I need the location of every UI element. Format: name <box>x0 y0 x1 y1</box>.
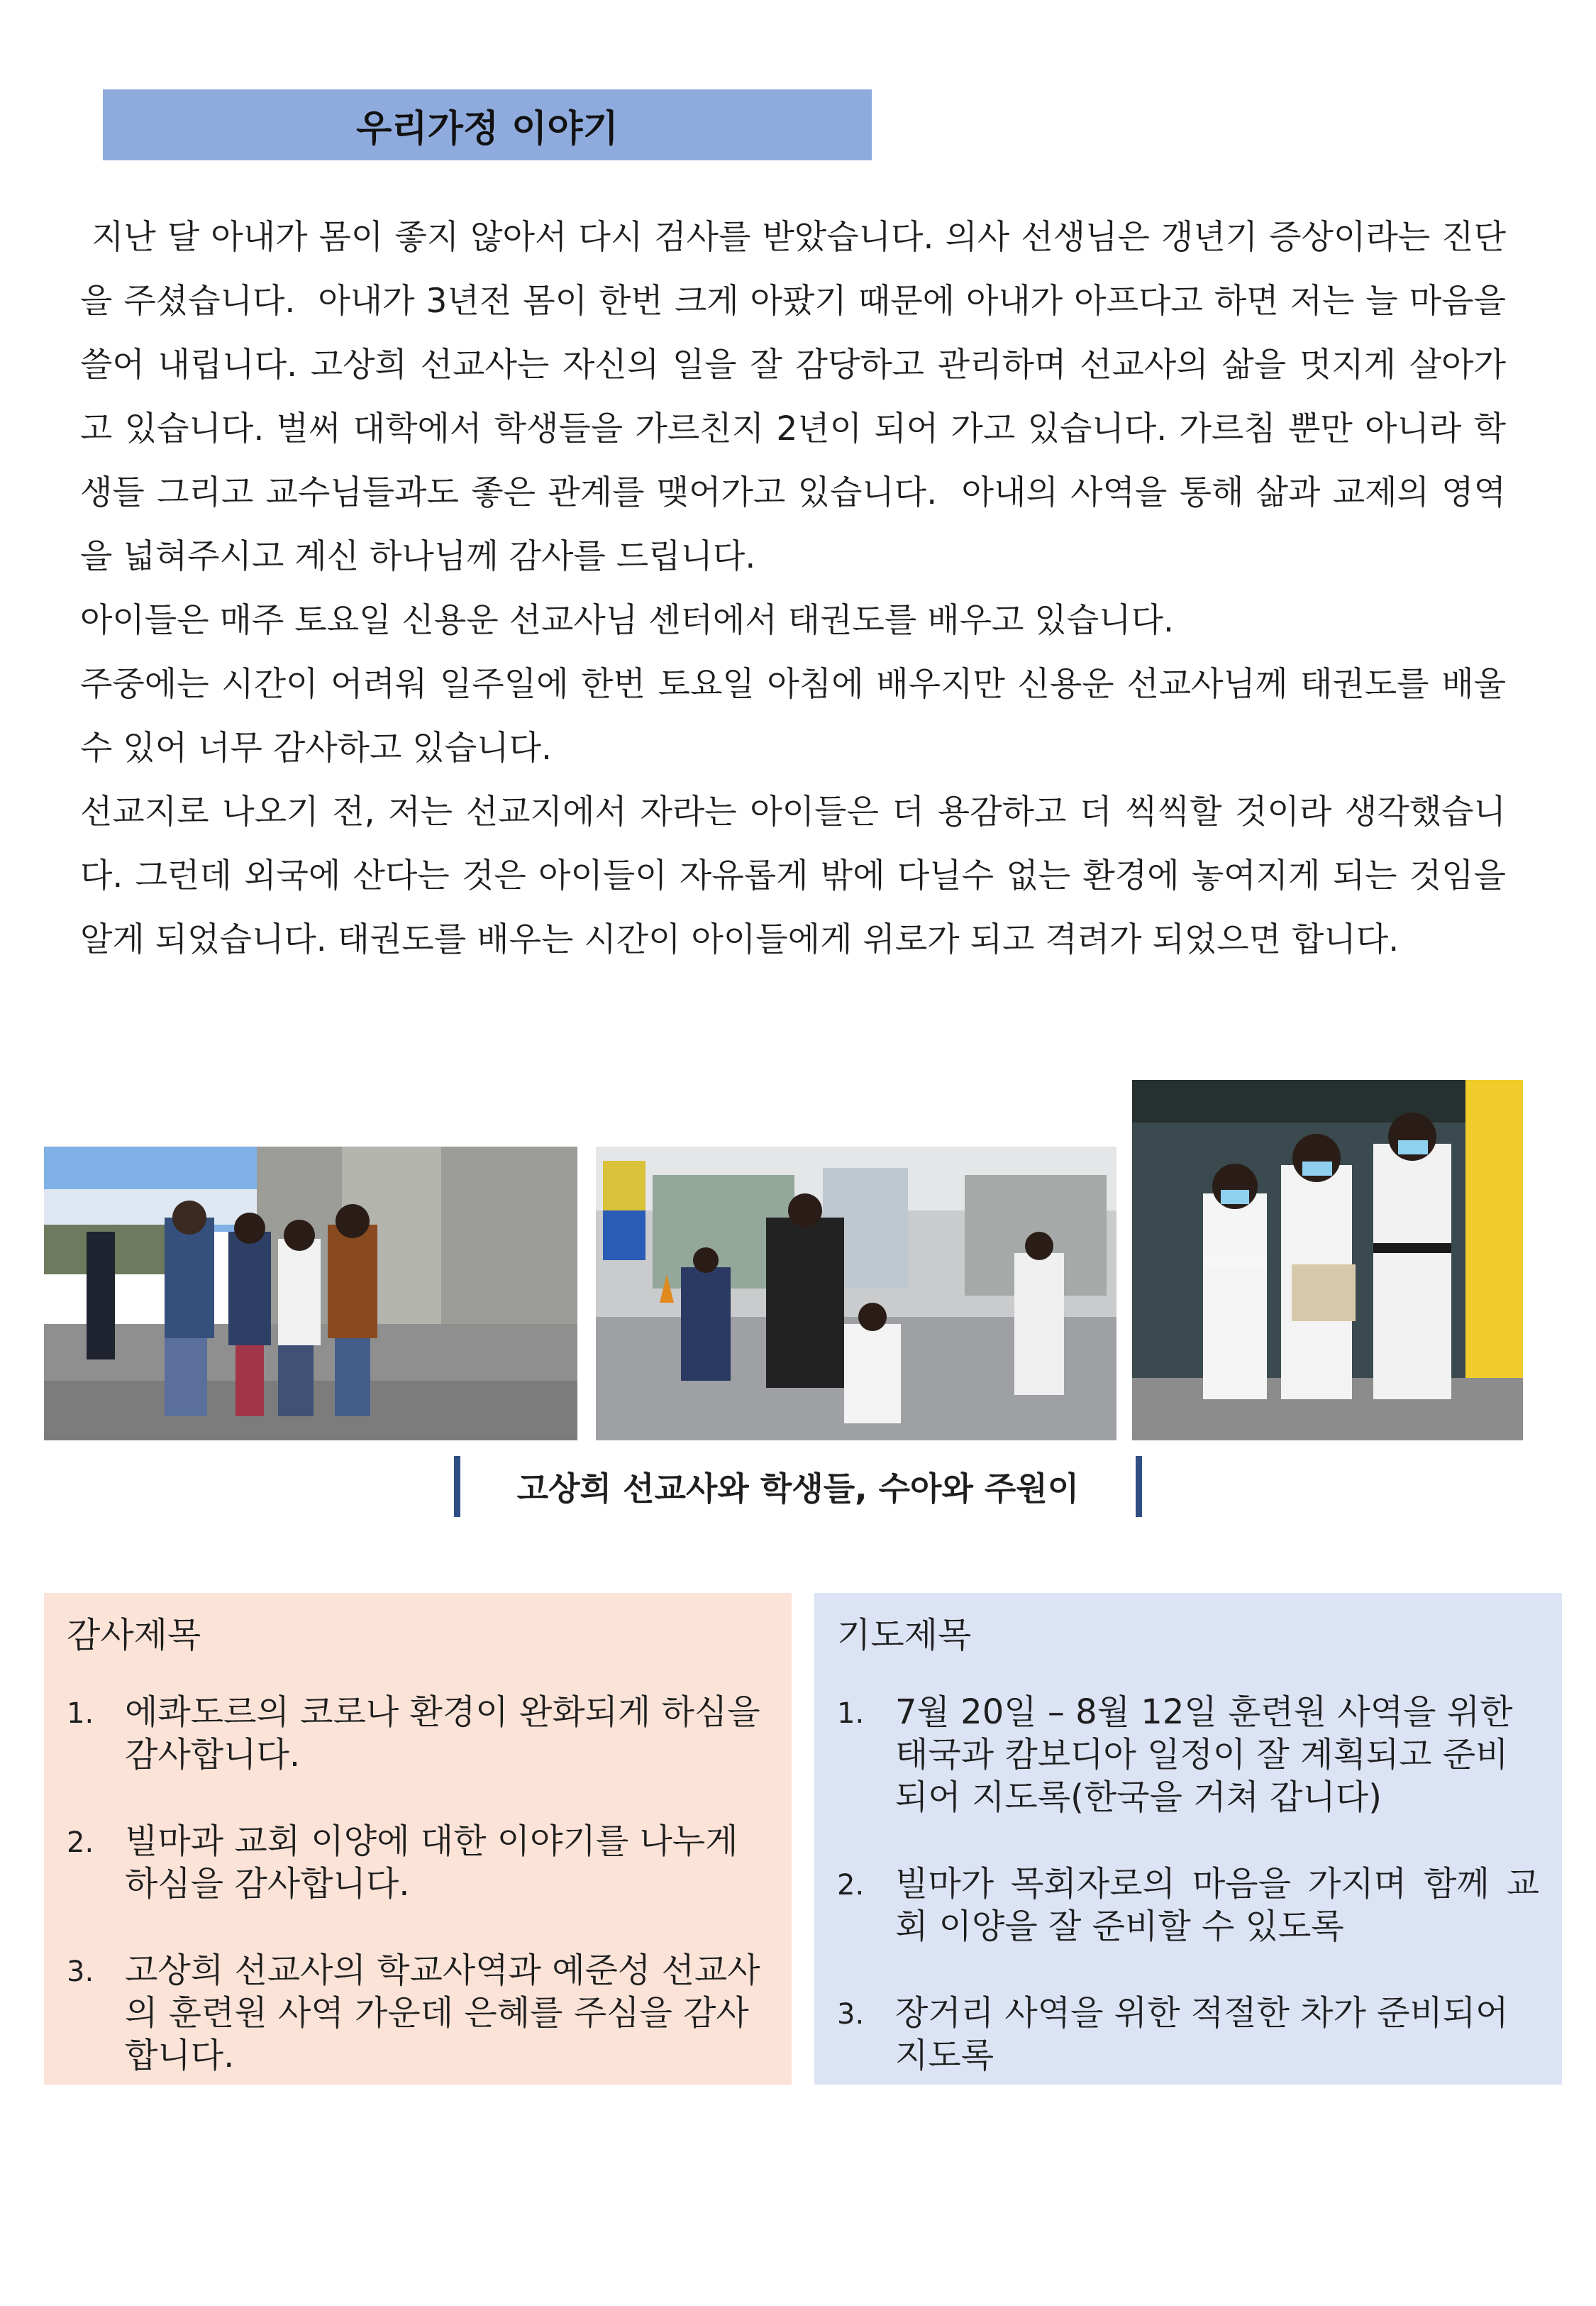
prayer-item <box>837 1863 1539 1948</box>
prayer-title: 기도제목 <box>837 1615 972 1655</box>
caption-left-bar <box>454 1456 460 1517</box>
thanks-item-number: 3. <box>67 1955 94 1988</box>
story-paragraph-1: 지난 달 아내가 몸이 좋지 않아서 다시 검사를 받았습니다. 의사 선생님은 갱년기 증상이라는 진단을 주셨습니다. 아내가 3년전 몸이 한번 크게 아팠기 때문에 아내가 아프다고 하면 저는 늘 마음을 쓸어 내립니다. 고상희 선교사는 자신의 일을 잘 감당하고 관리하며 선교사의 삶을 멋지게 살아가고 있습니다. 벌써 대학에서 학생들을 가르친지 2년이 되어 가고 있습니다. 가르침 뿐만 아니라 학생들 그리고 교수님들과도 좋은 관계를 맺어가고 있습니다. 아내의 사역을 통해 삶과 교제의 영역을 넓혀주시고 계신 하나님께 감사를 드립니다. <box>80 218 1517 576</box>
thanks-item <box>67 1949 769 2077</box>
prayer-item-number: 2. <box>837 1869 865 1902</box>
photo-missionary-with-students <box>44 1147 577 1440</box>
prayer-box <box>814 1593 1562 2085</box>
caption-text: 고상희 선교사와 학생들, 수아와 주원이 <box>516 1469 1080 1508</box>
title-banner <box>103 89 872 160</box>
story-paragraph-2: 아이들은 매주 토요일 신용운 선교사님 센터에서 태권도를 배우고 있습니다. <box>80 601 1174 640</box>
prayer-item <box>837 1992 1539 2077</box>
prayer-item-text: 빌마가 목회자로의 마음을 가지며 함께 교회 이양을 잘 준비할 수 있도록 <box>895 1864 1539 1946</box>
prayer-list <box>837 1691 1539 2077</box>
thanks-item-text: 빌마과 교회 이양에 대한 이야기를 나누게 하심을 감사합니다. <box>125 1821 738 1904</box>
photo-taekwondo-training <box>596 1147 1116 1440</box>
thanks-item <box>67 1820 769 1905</box>
photo-caption <box>0 1455 1596 1518</box>
thanks-item <box>67 1691 769 1776</box>
thanks-list <box>67 1691 769 2077</box>
prayer-item-number: 1. <box>837 1697 865 1730</box>
photo-children-taekwondo-uniforms <box>1132 1080 1523 1440</box>
thanks-box <box>44 1593 792 2085</box>
thanks-item-number: 2. <box>67 1826 94 1859</box>
prayer-item-number: 3. <box>837 1998 865 2031</box>
prayer-item-text: 7월 20일 – 8월 12일 훈련원 사역을 위한 태국과 캄보디아 일정이 잘 계획되고 준비되어 지도록(한국을 거쳐 갑니다) <box>895 1692 1513 1817</box>
thanks-title: 감사제목 <box>67 1615 201 1655</box>
thanks-item-text: 에콰도르의 코로나 환경이 완화되게 하심을 감사합니다. <box>125 1692 760 1775</box>
page-title: 우리가정 이야기 <box>356 107 619 150</box>
prayer-item-text: 장거리 사역을 위한 적절한 차가 준비되어 지도록 <box>895 1993 1509 2075</box>
story-paragraph-3: 주중에는 시간이 어려워 일주일에 한번 토요일 아침에 배우지만 신용운 선교사님께 태권도를 배울 수 있어 너무 감사하고 있습니다. <box>80 665 1506 768</box>
caption-right-bar <box>1136 1456 1142 1517</box>
story-body <box>80 206 1517 972</box>
story-paragraph-4: 선교지로 나오기 전, 저는 선교지에서 자라는 아이들은 더 용감하고 더 씩씩할 것이라 생각했습니다. 그런데 외국에 산다는 것은 아이들이 자유롭게 밖에 다닐수 없는 환경에 놓여지게 되는 것임을 알게 되었습니다. 태권도를 배우는 시간이 아이들에게 위로가 되고 격려가 되었으면 합니다. <box>80 793 1506 959</box>
thanks-item-text: 고상희 선교사의 학교사역과 예준성 선교사의 훈련원 사역 가운데 은혜를 주심을 감사합니다. <box>125 1951 760 2075</box>
prayer-item <box>837 1691 1539 1819</box>
thanks-item-number: 1. <box>67 1697 94 1730</box>
